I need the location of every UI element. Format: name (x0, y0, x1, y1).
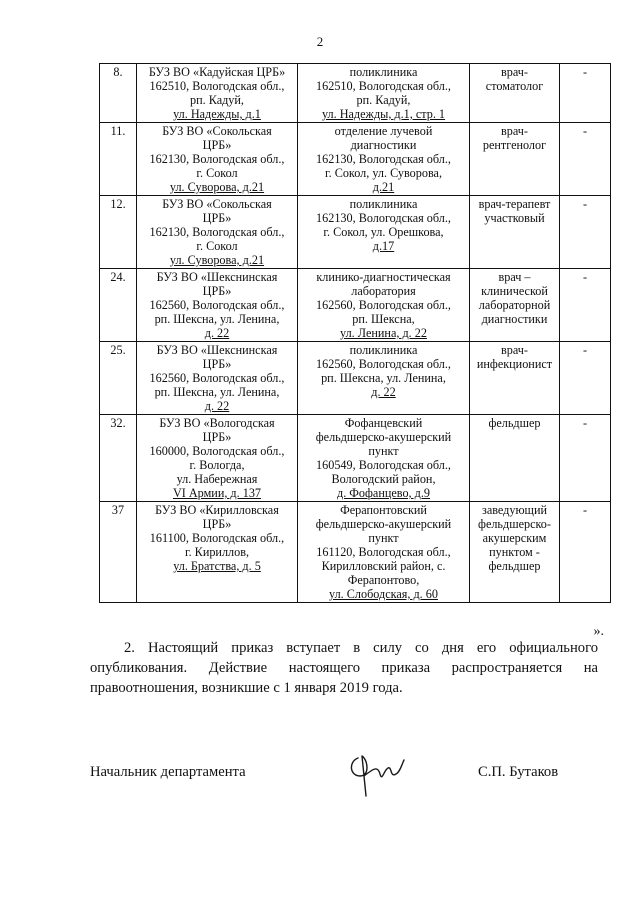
position-line: заведующий (482, 503, 547, 517)
paragraph-rest: опубликования. Действие настоящего приказа распространяется на правоотношения, возникшие с 1 января 2019 года. (90, 660, 598, 696)
unit-line: 162510, Вологодская обл., (316, 79, 451, 93)
position-line: фельдшер (488, 416, 541, 430)
unit-line: пункт (368, 444, 399, 458)
unit-line: Фофанцевский (344, 416, 423, 430)
cell-org (137, 342, 298, 415)
table-body (100, 64, 611, 603)
cell-position (470, 415, 560, 502)
table-row (100, 415, 611, 502)
cell-unit (298, 64, 470, 123)
unit-line: 162130, Вологодская обл., (316, 152, 451, 166)
table-row (100, 269, 611, 342)
position-line: акушерским (482, 531, 547, 545)
unit-line: Ферапонтово, (347, 573, 420, 587)
cell-position (470, 64, 560, 123)
org-line: ул. Суворова, д.21 (169, 253, 265, 267)
unit-line: ул. Ленина, д. 22 (340, 326, 427, 340)
org-line: рп. Шексна, ул. Ленина, (154, 312, 280, 326)
org-line: ЦРБ» (202, 430, 232, 444)
unit-line: рп. Шексна, ул. Ленина, (321, 371, 446, 385)
org-line: г. Кириллов, (184, 545, 250, 559)
org-line: БУЗ ВО «Кирилловская (155, 503, 279, 517)
cell-position (470, 269, 560, 342)
position-line: лабораторной (478, 298, 551, 312)
page-number: 2 (316, 34, 324, 49)
org-line: ЦРБ» (202, 284, 232, 298)
signature-title: Начальник департамента (90, 764, 246, 780)
signatory-name: С.П. Бутаков (478, 764, 559, 780)
unit-line: поликлиника (349, 65, 418, 79)
unit-line: поликлиника (349, 197, 418, 211)
org-line: БУЗ ВО «Сокольская (162, 124, 272, 138)
position-line: врач – (498, 270, 531, 284)
row-number: 8. (100, 64, 137, 123)
cell-unit (298, 123, 470, 196)
cell-org (137, 502, 298, 603)
org-line: д. 22 (204, 326, 230, 340)
unit-line: ул. Слободская, д. 60 (329, 587, 438, 601)
position-line: диагностики (481, 312, 548, 326)
table-row (100, 502, 611, 603)
cell-org (137, 196, 298, 269)
table-row (100, 123, 611, 196)
org-line: 162560, Вологодская обл., (149, 298, 285, 312)
unit-line: 162130, Вологодская обл., (316, 211, 451, 225)
org-line: д. 22 (204, 399, 230, 413)
unit-line: рп. Кадуй, (356, 93, 411, 107)
position-line: фельдшерско- (478, 517, 551, 531)
cell-extra: - (560, 342, 611, 415)
unit-line: рп. Шексна, (352, 312, 415, 326)
unit-line: 162560, Вологодская обл., (316, 298, 451, 312)
cell-unit (298, 196, 470, 269)
unit-line: Вологодский район, (331, 472, 436, 486)
org-line: 162130, Вологодская обл., (149, 152, 285, 166)
org-line: ул. Надежды, д.1 (173, 107, 261, 121)
position-line: инфекционист (476, 357, 553, 371)
org-line: БУЗ ВО «Вологодская (159, 416, 275, 430)
unit-line: 162560, Вологодская обл., (316, 357, 451, 371)
row-number: 12. (100, 196, 137, 269)
unit-line: 161120, Вологодская обл., (316, 545, 451, 559)
position-line: пунктом - (489, 545, 540, 559)
org-line: 162560, Вологодская обл., (149, 371, 285, 385)
cell-unit (298, 342, 470, 415)
cell-position (470, 502, 560, 603)
org-line: г. Сокол (196, 239, 238, 253)
cell-unit (298, 415, 470, 502)
position-line: рентгенолог (482, 138, 547, 152)
org-line: БУЗ ВО «Кадуйская ЦРБ» (148, 65, 286, 79)
table-row (100, 64, 611, 123)
unit-line: д. Фофанцево, д.9 (337, 486, 430, 500)
org-line: БУЗ ВО «Шекснинская (156, 343, 278, 357)
cell-org (137, 269, 298, 342)
position-line: фельдшер (488, 559, 541, 573)
org-line: 162130, Вологодская обл., (149, 225, 285, 239)
cell-org (137, 64, 298, 123)
org-line: 161100, Вологодская обл., (149, 531, 285, 545)
unit-line: отделение лучевой (334, 124, 433, 138)
org-line: ЦРБ» (202, 138, 232, 152)
org-line: VI Армии, д. 137 (172, 486, 262, 500)
table-row (100, 342, 611, 415)
unit-line: клинико-диагностическая (316, 270, 451, 284)
row-number: 37 (100, 502, 137, 603)
cell-unit (298, 502, 470, 603)
unit-line: г. Сокол, ул. Орешкова, (323, 225, 444, 239)
position-line: врач- (501, 343, 528, 357)
org-line: ЦРБ» (202, 517, 232, 531)
cell-extra: - (560, 64, 611, 123)
cell-extra: - (560, 269, 611, 342)
cell-org (137, 123, 298, 196)
unit-line: диагностики (350, 138, 417, 152)
cell-extra: - (560, 123, 611, 196)
org-line: БУЗ ВО «Сокольская (162, 197, 272, 211)
cell-extra: - (560, 502, 611, 603)
org-line: рп. Кадуй, (190, 93, 244, 107)
unit-line: поликлиника (349, 343, 418, 357)
org-line: ЦРБ» (202, 357, 232, 371)
org-line: г. Сокол (196, 166, 238, 180)
unit-line: г. Сокол, ул. Суворова, (324, 166, 442, 180)
row-number: 24. (100, 269, 137, 342)
org-line: 162510, Вологодская обл., (149, 79, 285, 93)
unit-line: пункт (368, 531, 399, 545)
position-line: участковый (484, 211, 545, 225)
position-line: врач- (501, 65, 528, 79)
unit-line: ул. Надежды, д.1, стр. 1 (321, 107, 446, 121)
unit-line: фельдшерско-акушерский (315, 517, 452, 531)
unit-line: 160549, Вологодская обл., (316, 458, 451, 472)
unit-line: д. 22 (371, 385, 396, 399)
unit-line: лаборатория (351, 284, 416, 298)
unit-line: Кирилловский район, с. (321, 559, 446, 573)
cell-position (470, 123, 560, 196)
org-line: БУЗ ВО «Шекснинская (156, 270, 278, 284)
order-paragraph (90, 638, 598, 698)
org-line: ул. Набережная (176, 472, 258, 486)
position-line: стоматолог (485, 79, 544, 93)
cell-position (470, 342, 560, 415)
org-line: рп. Шексна, ул. Ленина, (154, 385, 280, 399)
position-line: врач-терапевт (478, 197, 551, 211)
positions-table (99, 63, 611, 603)
position-line: клинической (481, 284, 548, 298)
org-line: ул. Суворова, д.21 (169, 180, 265, 194)
cell-extra: - (560, 196, 611, 269)
closing-quote: ». (593, 624, 604, 639)
unit-line: д.17 (372, 239, 395, 253)
org-line: ул. Братства, д. 5 (173, 559, 261, 573)
cell-extra: - (560, 415, 611, 502)
row-number: 11. (100, 123, 137, 196)
row-number: 32. (100, 415, 137, 502)
handwritten-signature (344, 746, 408, 802)
org-line: г. Вологда, (189, 458, 245, 472)
paragraph-first-line: 2. Настоящий приказ вступает в силу со дня его официального (124, 640, 598, 656)
unit-line: фельдшерско-акушерский (315, 430, 452, 444)
cell-unit (298, 269, 470, 342)
row-number: 25. (100, 342, 137, 415)
unit-line: Ферапонтовский (340, 503, 427, 517)
cell-org (137, 415, 298, 502)
position-line: врач- (501, 124, 528, 138)
table-row (100, 196, 611, 269)
unit-line: д.21 (372, 180, 395, 194)
org-line: ЦРБ» (202, 211, 232, 225)
org-line: 160000, Вологодская обл., (149, 444, 285, 458)
cell-position (470, 196, 560, 269)
